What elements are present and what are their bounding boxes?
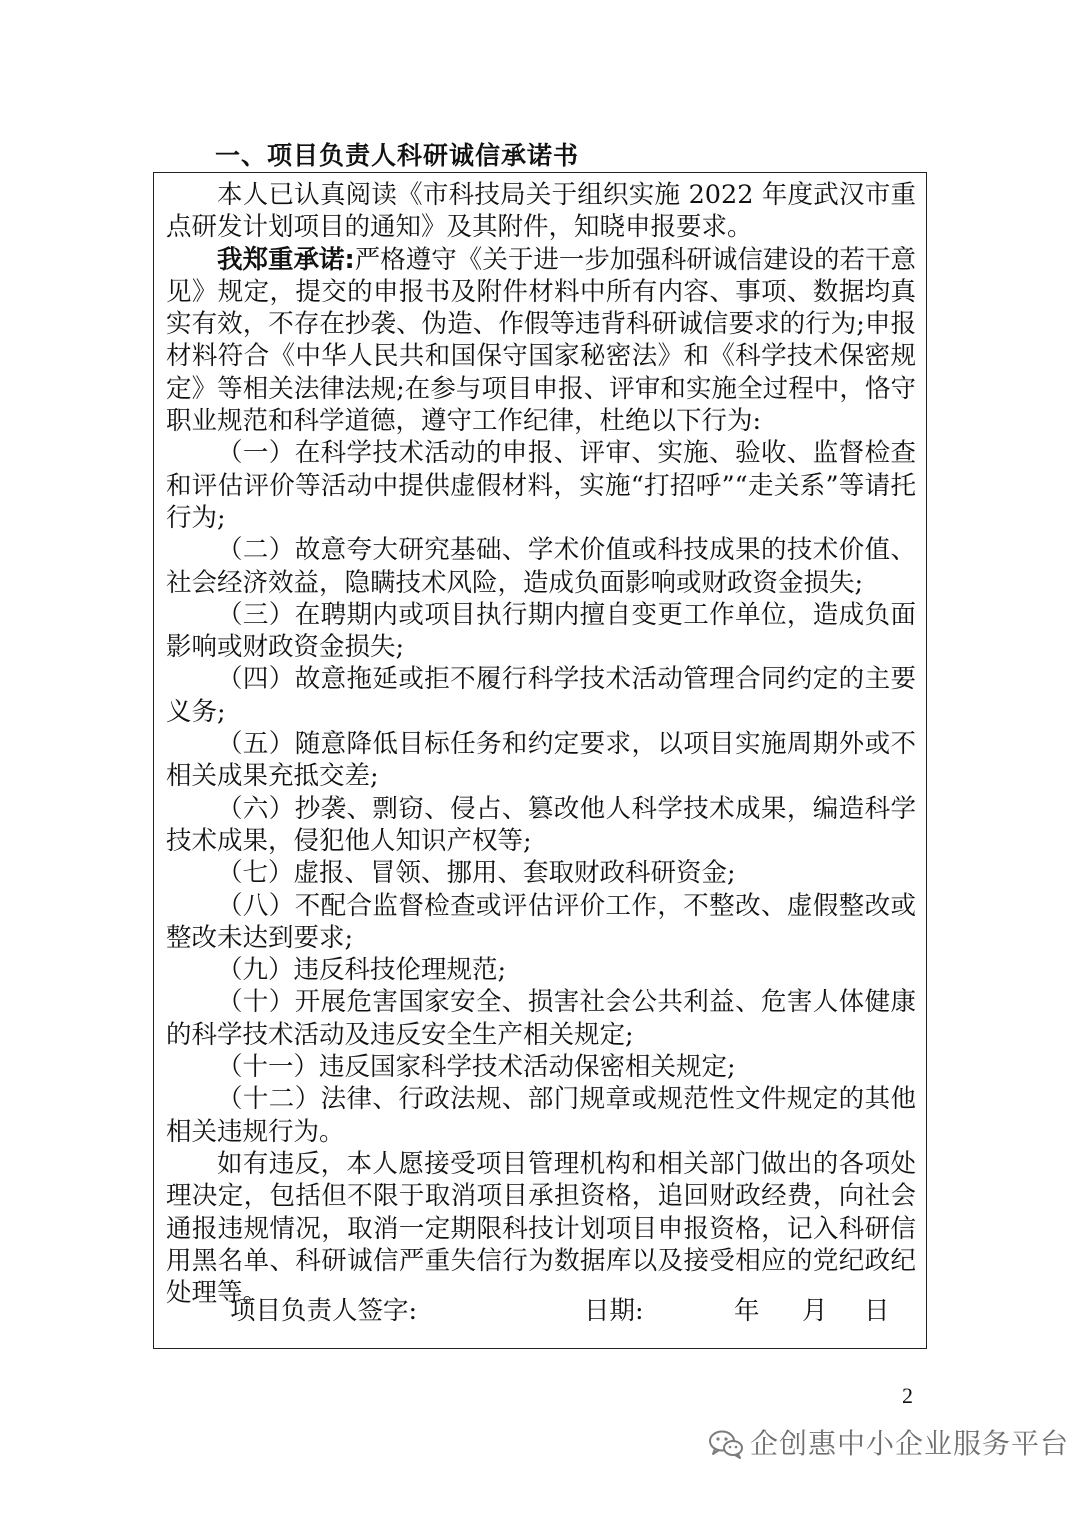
list-item: （九）违反科技伦理规范; (217, 955, 507, 986)
promise-paragraph (166, 244, 916, 438)
day-label: 日 (864, 1296, 890, 1326)
watermark-text: 企创惠中小企业服务平台 (750, 1427, 1070, 1460)
list-item: （八）不配合监督检查或评估评价工作，不整改、虚假整改或整改未达到要求; (166, 890, 916, 953)
commitment-box (153, 172, 927, 1349)
list-item: （十一）违反国家科学技术活动保密相关规定; (217, 1052, 736, 1083)
promise-lead: 我郑重承诺: (217, 244, 355, 275)
signer-label: 项目负责人签字: (230, 1296, 418, 1326)
signature-line (230, 1291, 920, 1331)
year-label: 年 (734, 1296, 760, 1326)
page-number: 2 (902, 1383, 913, 1408)
list-item: （六）抄袭、剽窃、侵占、篡改他人科学技术成果，编造科学技术成果，侵犯他人知识产权等; (166, 793, 916, 856)
commitment-content (166, 179, 916, 1309)
list-item: （四）故意拖延或拒不履行科学技术活动管理合同约定的主要义务; (166, 664, 916, 727)
list-item: （五）随意降低目标任务和约定要求，以项目实施周期外或不相关成果充抵交差; (166, 729, 916, 792)
month-label: 月 (802, 1296, 828, 1326)
date-label: 日期: (584, 1296, 644, 1326)
wechat-icon (708, 1429, 744, 1459)
list-item: （三）在聘期内或项目执行期内擅自变更工作单位，造成负面影响或财政资金损失; (166, 599, 916, 663)
closing-paragraph: 如有违反，本人愿接受项目管理机构和相关部门做出的各项处理决定，包括但不限于取消项目承担资格，追回财政经费，向社会通报违规情况，取消一定期限科技计划项目申报资格，记入科研信用黑名单、科研诚信严重失信行为数据库以及接受相应的党纪政纪处理等。 (166, 1148, 916, 1309)
list-item: （二）故意夸大研究基础、学术价值或科技成果的技术价值、社会经济效益，隐瞒技术风险，造成负面影响或财政资金损失; (166, 535, 916, 598)
list-item: （一）在科学技术活动的申报、评审、实施、验收、监督检查和评估评价等活动中提供虚假材料，实施“打招呼”“走关系”等请托行为; (166, 438, 916, 533)
document-heading: 一、项目负责人科研诚信承诺书 (215, 141, 580, 170)
list-item: （十二）法律、行政法规、部门规章或规范性文件规定的其他相关违规行为。 (166, 1084, 916, 1147)
intro-paragraph: 本人已认真阅读《市科技局关于组织实施 2022 年度武汉市重点研发计划项目的通知》及其附件，知晓申报要求。 (166, 180, 916, 243)
list-item: （十）开展危害国家安全、损害社会公共利益、危害人体健康的科学技术活动及违反安全生产相关规定; (166, 987, 916, 1050)
watermark (708, 1423, 1069, 1465)
promise-body: 严格遵守《关于进一步加强科研诚信建设的若干意见》规定，提交的申报书及附件材料中所有内容、事项、数据均真实有效，不存在抄袭、伪造、作假等违背科研诚信要求的行为;申报材料符合《中华人民共和国保守国家秘密法》和《科学技术保密规定》等相关法律法规;在参与项目申报、评审和实施全过程中，恪守职业规范和科学道德，遵守工作纪律，杜绝以下行为: (166, 244, 916, 437)
list-item: （七）虚报、冒领、挪用、套取财政科研资金; (217, 858, 736, 889)
